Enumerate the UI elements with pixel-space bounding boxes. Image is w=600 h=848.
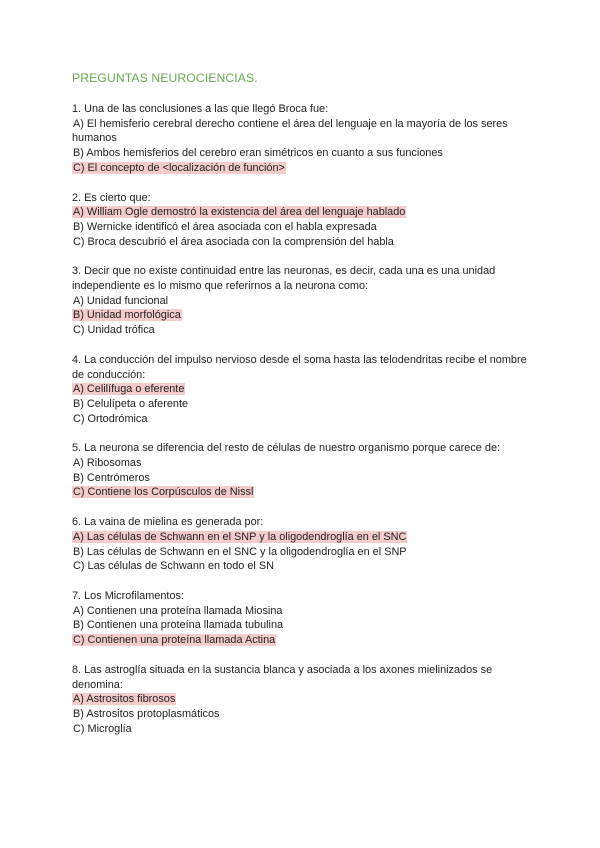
option-b: B) Contienen una proteína llamada tubulina (73, 619, 284, 632)
question-text: 5. La neurona se diferencia del resto de células de nuestro organismo porque carece de: (72, 442, 501, 455)
option-c: C) Ortodrómica (73, 412, 148, 425)
option-c: C) Las células de Schwann en todo el SN (73, 560, 274, 573)
option-a: A) El hemisferio cerebral derecho contiene el área del lenguaje en la mayoría de los seres humanos (72, 117, 508, 145)
question-1 (72, 102, 540, 176)
question-text: 6. La vaina de mielina es generada por: (72, 516, 264, 529)
option-a: A) Ribosomas (73, 457, 142, 470)
option-c-correct: C) Contienen una proteína llamada Actina (73, 634, 276, 647)
option-b: B) Celulípeta o aferente (73, 397, 189, 410)
option-c: C) Microglía (73, 722, 132, 735)
option-a-correct: A) William Ogle demostró la existencia del área del lenguaje hablado (73, 206, 406, 219)
option-a: A) Unidad funcional (73, 294, 169, 307)
option-b-correct: B) Unidad morfológica (73, 309, 181, 322)
question-text: 7. Los Microfilamentos: (72, 589, 184, 602)
option-b: B) Astrositos protoplasmáticos (73, 707, 220, 720)
question-2 (72, 191, 540, 250)
option-b: B) Ambos hemisferios del cerebro eran simétricos en cuanto a sus funciones (73, 147, 443, 160)
option-a-correct: A) Las células de Schwann en el SNP y la oligodendroglía en el SNC (73, 530, 407, 543)
question-5 (72, 441, 540, 500)
question-text: 2. Es cierto que: (72, 191, 151, 204)
option-b: B) Wernicke identificó el área asociada con el habla expresada (73, 220, 377, 233)
question-text: 8. Las astroglía situada en la sustancia blanca y asociada a los axones mielinizados se denomina: (72, 663, 493, 691)
question-text: 4. La conducción del impulso nervioso desde el soma hasta las telodendritas recibe el nombre de conducción: (72, 353, 527, 381)
question-4 (72, 353, 540, 427)
document-title: PREGUNTAS NEUROCIENCIAS. (72, 71, 258, 85)
option-c: C) Unidad trófica (73, 324, 155, 337)
question-8 (72, 663, 540, 737)
option-b: B) Las células de Schwann en el SNC y la oligodendroglía en el SNP (73, 545, 407, 558)
question-text: 1. Una de las conclusiones a las que llegó Broca fue: (72, 103, 329, 115)
question-7 (72, 589, 540, 648)
question-6 (72, 515, 540, 574)
option-c-correct: C) Contiene los Corpúsculos de Nissl (73, 486, 254, 499)
question-3 (72, 264, 540, 338)
option-a-correct: A) Celilífuga o eferente (73, 383, 185, 396)
option-a-correct: A) Astrositos fibrosos (73, 693, 176, 706)
option-b: B) Centrómeros (73, 471, 150, 484)
option-a: A) Contienen una proteína llamada Miosina (73, 604, 283, 617)
option-c-correct: C) El concepto de <localización de función> (73, 161, 285, 174)
option-c: C) Broca descubrió el área asociada con la comprensión del habla (73, 235, 394, 248)
question-text: 3. Decir que no existe continuidad entre las neuronas, es decir, cada una es una unidad independiente es lo mismo que referirnos a la neurona como: (72, 265, 496, 293)
